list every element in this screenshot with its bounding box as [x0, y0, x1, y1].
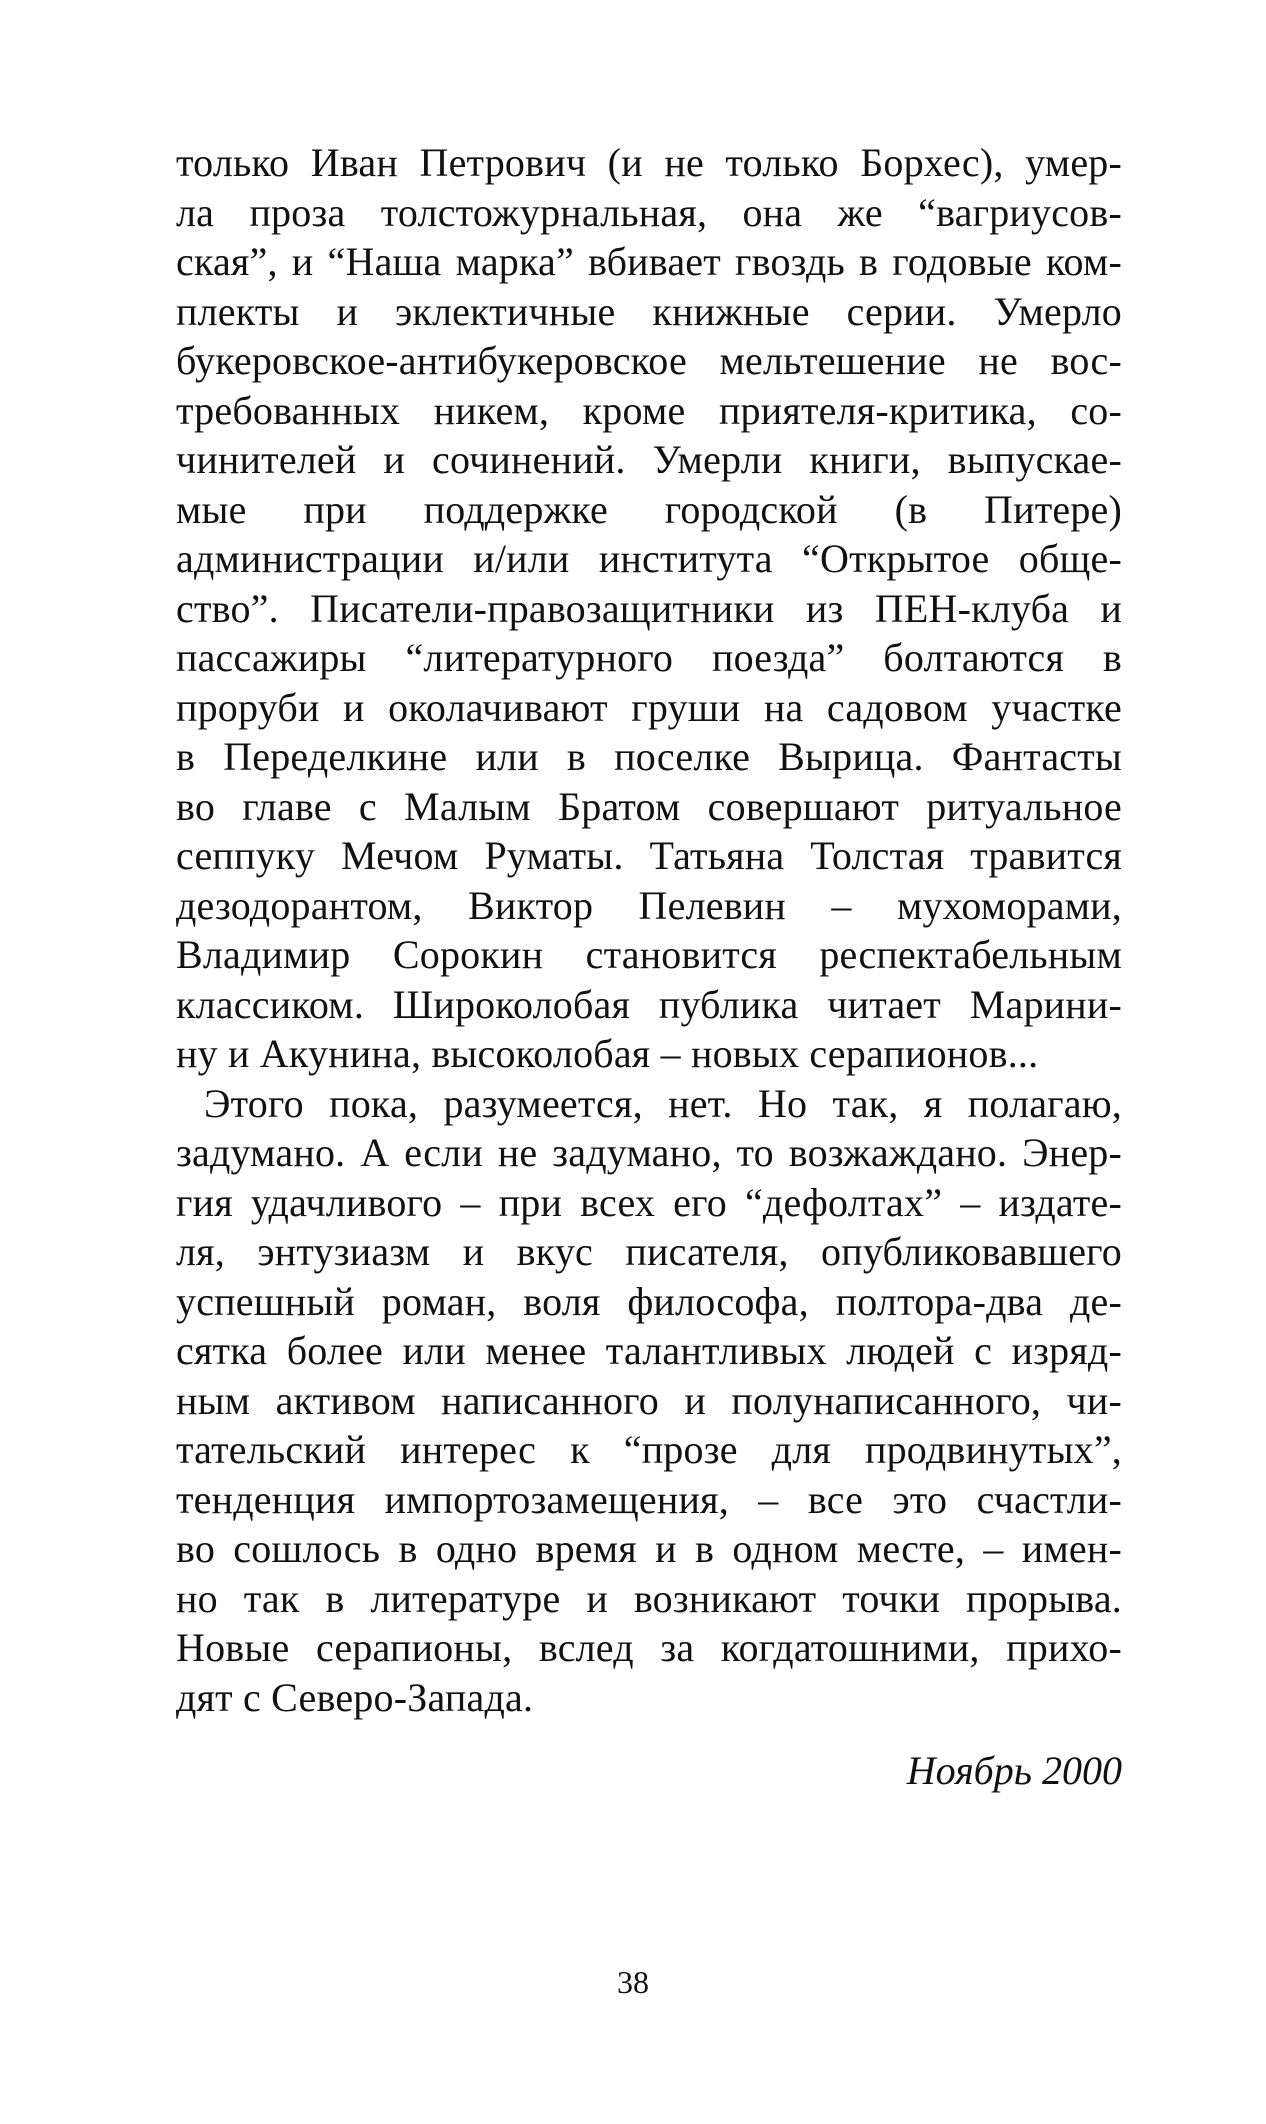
page-number: 38	[617, 1964, 649, 2000]
text-line: сеппуку Мечом Руматы. Татьяна Толстая травится	[176, 833, 1122, 878]
text-line: тенденция импортозамещения, – все это счастли-	[176, 1476, 1122, 1522]
text-line: сятка более или менее талантливых людей с изряд-	[176, 1328, 1122, 1373]
text-line: дезодорантом, Виктор Пелевин – мухоморами,	[176, 882, 1122, 928]
text-line: но так в литературе и возникают точки прорыва.	[176, 1575, 1122, 1621]
text-line: гия удачливого – при всех его “дефолтах” – издате-	[176, 1179, 1122, 1225]
text-line: администрации и/или института “Открытое обще-	[176, 536, 1122, 581]
body-text	[176, 138, 1122, 1722]
text-line: классиком. Широколобая публика читает Марини-	[176, 981, 1122, 1027]
text-line: проруби и околачивают груши на садовом участке	[176, 684, 1122, 730]
text-line: во главе с Малым Братом совершают ритуальное	[176, 783, 1122, 829]
text-line: Владимир Сорокин становится респектабельным	[176, 932, 1122, 977]
text-line: тательский интерес к “прозе для продвинутых”,	[176, 1427, 1122, 1472]
text-line: ным активом написанного и полунаписанного, чи-	[176, 1377, 1122, 1423]
text-line: ла проза толстожурнальная, она же “вагриусов-	[176, 189, 1122, 235]
text-line: ну и Акунина, высоколобая – новых серапионов...	[176, 1031, 1039, 1076]
text-line: ская”, и “Наша марка” вбивает гвоздь в годовые ком-	[176, 239, 1122, 284]
text-line: успешный роман, воля философа, полтора-два де-	[176, 1278, 1122, 1324]
text-line: в Переделкине или в поселке Вырица. Фантасты	[176, 734, 1122, 779]
text-line: дят с Северо-Запада.	[176, 1674, 534, 1720]
text-line: чинителей и сочинений. Умерли книги, выпускае-	[176, 437, 1122, 482]
text-line: Новые серапионы, вслед за когдатошними, прихо-	[176, 1625, 1122, 1670]
text-line: во сошлось в одно время и в одном месте, – имен-	[176, 1526, 1122, 1571]
text-line: требованных никем, кроме приятеля-критика, со-	[176, 387, 1122, 433]
text-line: плекты и эклектичные книжные серии. Умерло	[176, 288, 1122, 334]
text-line: пассажиры “литературного поезда” болтаются в	[176, 635, 1122, 680]
text-line: задумано. А если не задумано, то возжаждано. Энер-	[176, 1130, 1122, 1175]
text-line: только Иван Петрович (и не только Борхес), умер-	[176, 140, 1122, 185]
text-line: мые при поддержке городской (в Питере)	[176, 486, 1122, 532]
date-signature: Ноябрь 2000	[906, 1748, 1122, 1793]
paragraph-first-line: Этого пока, разумеется, нет. Но так, я полагаю,	[204, 1080, 1122, 1126]
text-line: ство”. Писатели-правозащитники из ПЕН-клуба и	[176, 585, 1122, 631]
text-line: букеровское-антибукеровское мельтешение не вос-	[176, 338, 1122, 383]
text-line: ля, энтузиазм и вкус писателя, опубликовавшего	[176, 1229, 1122, 1274]
